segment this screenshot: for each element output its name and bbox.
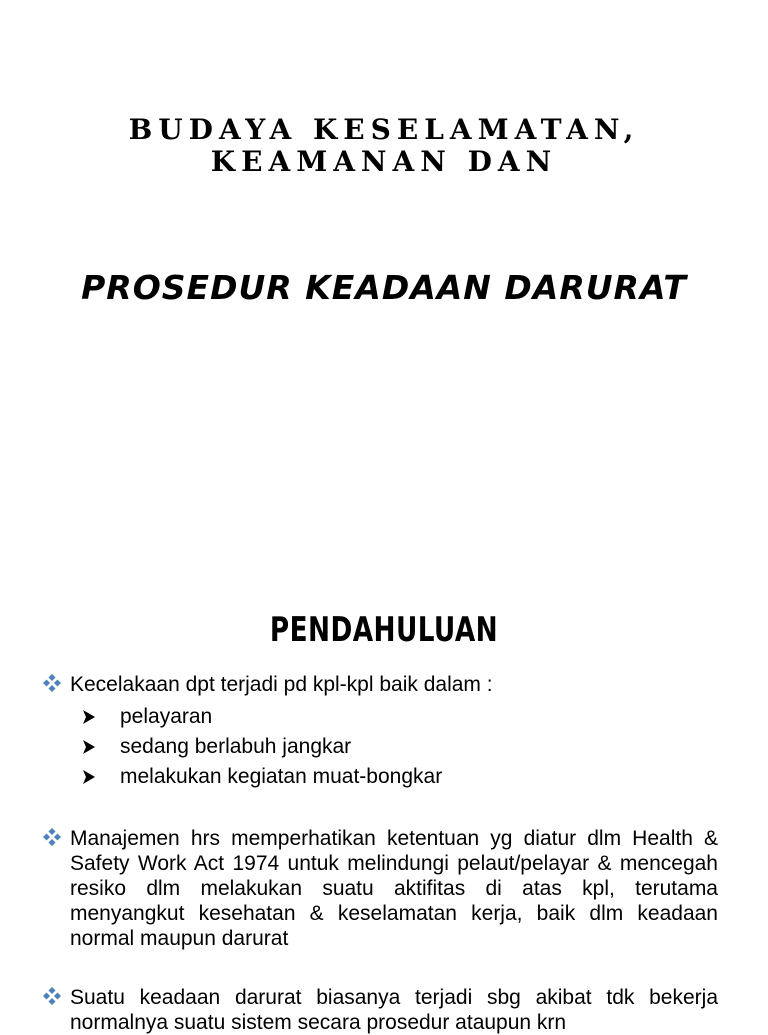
sub-list xyxy=(70,702,718,792)
bullet-item xyxy=(42,826,718,951)
arrow-right-icon xyxy=(81,739,97,755)
diamond-bullet-icon xyxy=(43,828,61,846)
slide-subtitle: PROSEDUR KEADAAN DARURAT xyxy=(81,268,687,307)
bullet-text: Kecelakaan dpt terjadi pd kpl-kpl baik dalam : xyxy=(70,673,493,696)
title-line-1: BUDAYA KESELAMATAN, xyxy=(128,113,640,146)
diamond-bullet-icon xyxy=(43,674,61,692)
arrow-right-icon xyxy=(81,709,97,725)
bullet-item xyxy=(42,985,718,1035)
bullet-item xyxy=(42,672,718,792)
sub-list-item xyxy=(81,702,718,732)
section-heading: PENDAHULUAN xyxy=(269,610,499,650)
sub-item-text: melakukan kegiatan muat-bongkar xyxy=(120,765,443,788)
sub-item-text: pelayaran xyxy=(120,705,213,728)
arrow-right-icon xyxy=(81,769,97,785)
bullet-text: Manajemen hrs memperhatikan ketentuan yg diatur dlm Health & Safety Work Act 1974 untuk melindungi pelaut/pelayar & mencegah resiko dlm melakukan suatu aktifitas di atas kpl, terutama menyangkut kesehatan & keselamatan kerja, baik dlm keadaan normal maupun darurat xyxy=(70,827,718,950)
sub-list-item xyxy=(81,762,718,792)
bullet-text: Suatu keadaan darurat biasanya terjadi sbg akibat tdk bekerja normalnya suatu sistem secara prosedur ataupun krn xyxy=(70,986,718,1034)
title-line-2: KEAMANAN DAN xyxy=(210,145,558,178)
slide-title xyxy=(0,114,768,178)
sub-item-text: sedang berlabuh jangkar xyxy=(120,735,352,758)
content-slide xyxy=(0,560,768,1034)
sub-list-item xyxy=(81,732,718,762)
bullet-list xyxy=(42,672,718,1035)
diamond-bullet-icon xyxy=(43,987,61,1005)
